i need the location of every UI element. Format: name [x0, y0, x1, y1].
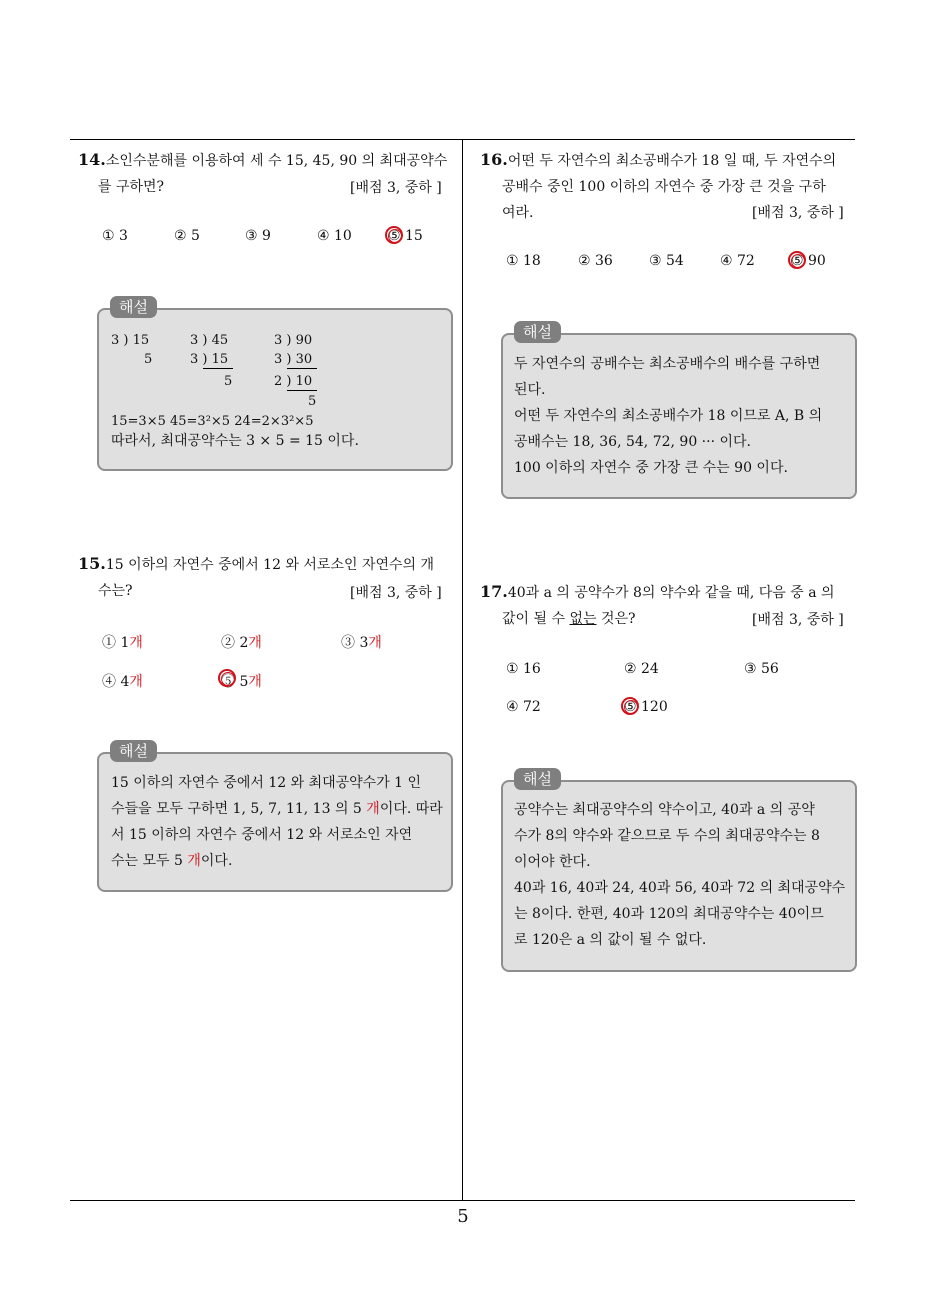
option-3[interactable]: ③ 54	[649, 253, 684, 269]
division-a-step1: 3 ) 15	[111, 333, 150, 348]
solution-line-1: 두 자연수의 공배수는 최소공배수의 배수를 구하면	[514, 356, 821, 372]
division-c-quotient: 5	[308, 394, 317, 409]
underlined-word: 없는	[569, 611, 597, 627]
solution-tab: 해설	[110, 296, 157, 318]
option-5[interactable]: ⑤ 90	[791, 253, 826, 269]
option-number: ② 2	[221, 635, 249, 651]
option-2[interactable]: ② 24	[624, 661, 659, 677]
question-text-line2: 수는?	[98, 583, 133, 599]
division-c-bar	[287, 368, 317, 369]
option-5[interactable]: ⑤ 15	[388, 228, 423, 244]
score-label: [배점 3, 중하 ]	[752, 612, 844, 628]
option-2[interactable]: ② 5	[174, 228, 200, 244]
question-text-line1: 소인수분해를 이용하여 세 수 15, 45, 90 의 최대공약수	[105, 153, 448, 169]
division-c-bar2	[287, 390, 317, 391]
division-b-step1: 3 ) 45	[190, 333, 229, 348]
solution-line-3: 서 15 이하의 자연수 중에서 12 와 서로소인 자연	[111, 827, 413, 843]
option-4[interactable]: ④ 72	[506, 699, 541, 715]
solution-line-1: 공약수는 최대공약수의 약수이고, 40과 a 의 공약	[514, 802, 815, 818]
answer-circle-mark	[621, 697, 639, 715]
option-4[interactable]	[102, 671, 143, 691]
option-4[interactable]: ④ 10	[317, 228, 352, 244]
division-c-step3: 2 ) 10	[274, 374, 313, 389]
solution-text: 수들을 모두 구하면 1, 5, 7, 11, 13 의 5 개이다. 따라	[111, 801, 443, 817]
option-3[interactable]: ③ 9	[245, 228, 271, 244]
division-a-quotient: 5	[144, 352, 153, 367]
factorization-line: 15=3×5 45=3²×5 24=2×3²×5	[111, 414, 314, 429]
answer-circle-mark	[788, 251, 806, 269]
option-3[interactable]	[341, 632, 382, 652]
option-5[interactable]: ⑤ 120	[624, 699, 668, 715]
solution-line-3: 이어야 한다.	[514, 854, 591, 870]
option-4[interactable]: ④ 72	[720, 253, 755, 269]
solution-line-6: 로 120은 a 의 값이 될 수 없다.	[514, 932, 707, 948]
division-b-quotient: 5	[224, 374, 233, 389]
solution-line-2: 된다.	[514, 382, 546, 398]
option-2[interactable]	[221, 632, 262, 652]
option-1[interactable]: ① 18	[506, 253, 541, 269]
solution-line-4: 수는 모두 5 개이다.	[111, 853, 233, 869]
option-number: ③ 3	[341, 635, 369, 651]
option-1[interactable]: ① 3	[102, 228, 128, 244]
question-number: 17.	[480, 582, 508, 601]
bottom-rule	[70, 1200, 855, 1201]
question-text: 값이 될 수	[502, 611, 570, 627]
solution-line-2: 수가 8의 약수와 같으므로 두 수의 최대공약수는 8	[514, 828, 820, 844]
option-number: ① 1	[102, 635, 130, 651]
solution-line-3: 어떤 두 자연수의 최소공배수가 18 이므로 A, B 의	[514, 408, 823, 424]
solution-tab: 해설	[110, 740, 157, 762]
score-label: [배점 3, 중하 ]	[350, 585, 442, 601]
question-text-line2: 를 구하면?	[98, 179, 165, 195]
option-unit: 개	[129, 674, 143, 690]
solution-line-5: 100 이하의 자연수 중 가장 큰 수는 90 이다.	[514, 460, 788, 476]
question-text-line2: 공배수 중인 100 이하의 자연수 중 가장 큰 것을 구하	[502, 179, 826, 195]
division-b-step2: 3 ) 15	[190, 352, 229, 367]
score-label: [배점 3, 중하 ]	[350, 180, 442, 196]
option-unit: 개	[368, 635, 382, 651]
question-text-line1: 어떤 두 자연수의 최소공배수가 18 일 때, 두 자연수의	[507, 153, 837, 169]
option-1[interactable]	[102, 632, 143, 652]
solution-tab: 해설	[514, 321, 561, 343]
solution-tab: 해설	[514, 768, 561, 790]
question-number: 14.	[78, 150, 106, 169]
option-1[interactable]: ① 16	[506, 661, 541, 677]
division-c-step2: 3 ) 30	[274, 352, 313, 367]
question-number: 15.	[78, 554, 106, 573]
division-b-bar	[203, 368, 233, 369]
solution-line-5: 는 8이다. 한편, 40과 120의 최대공약수는 40이므	[514, 906, 824, 922]
question-text-line1: 40과 a 의 공약수가 8의 약수와 같을 때, 다음 중 a 의	[507, 585, 835, 601]
option-number: ⑤ 5	[221, 674, 249, 690]
option-2[interactable]: ② 36	[578, 253, 613, 269]
solution-line-4: 40과 16, 40과 24, 40과 56, 40과 72 의 최대공약수	[514, 880, 846, 896]
question-number: 16.	[480, 150, 508, 169]
answer-circle-mark	[218, 669, 236, 687]
solution-line-1: 15 이하의 자연수 중에서 12 와 최대공약수가 1 인	[111, 775, 422, 791]
page-number: 5	[457, 1206, 469, 1227]
option-number: ④ 4	[102, 674, 130, 690]
solution-line-2	[111, 796, 443, 822]
solution-line-4: 공배수는 18, 36, 54, 72, 90 ··· 이다.	[514, 434, 751, 450]
question-text-line1: 15 이하의 자연수 중에서 12 와 서로소인 자연수의 개	[105, 557, 435, 573]
option-unit: 개	[129, 635, 143, 651]
question-text-line3: 여라.	[502, 205, 534, 221]
column-divider	[462, 139, 463, 1201]
question-text: 것은?	[596, 611, 636, 627]
solution-conclusion: 따라서, 최대공약수는 3 × 5 = 15 이다.	[111, 433, 359, 449]
option-unit: 개	[248, 635, 262, 651]
option-3[interactable]: ③ 56	[744, 661, 779, 677]
answer-circle-mark	[385, 226, 403, 244]
option-unit: 개	[248, 674, 262, 690]
score-label: [배점 3, 중하 ]	[752, 205, 844, 221]
division-c-step1: 3 ) 90	[274, 333, 313, 348]
